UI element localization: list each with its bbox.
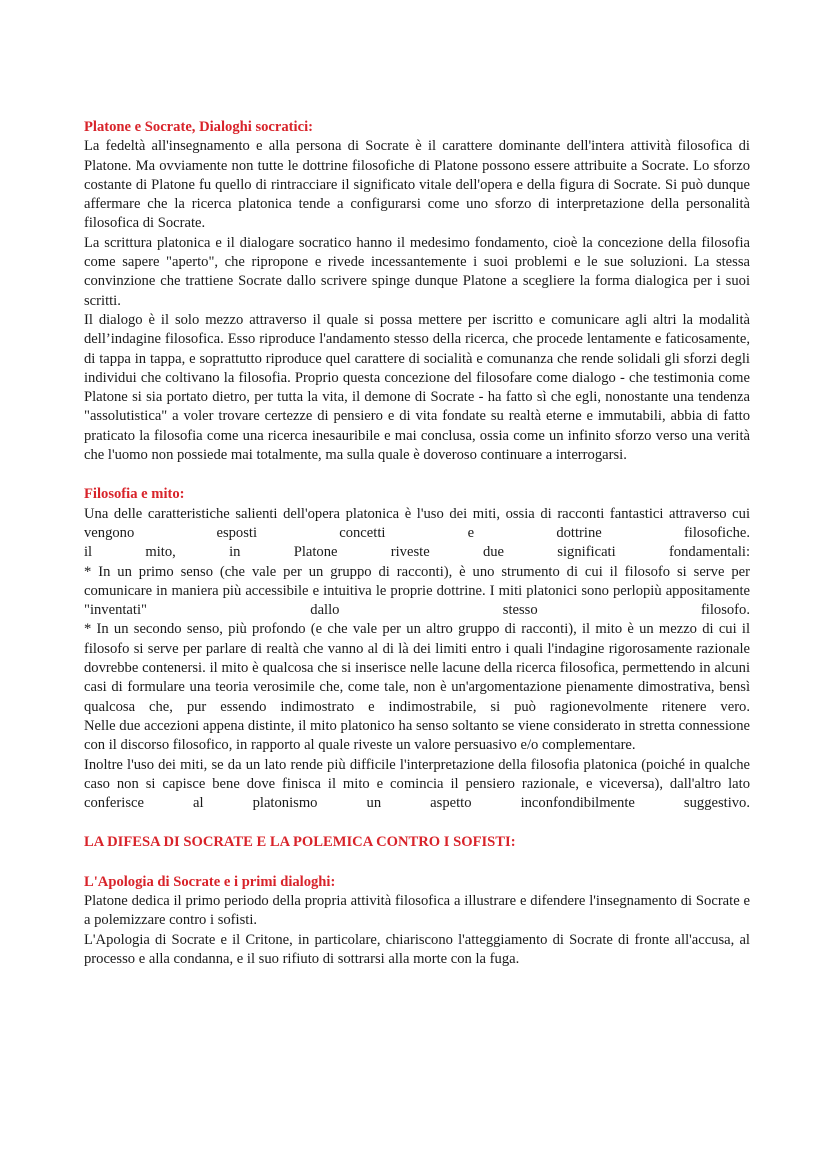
section-heading-platone-socrate: Platone e Socrate, Dialoghi socratici: — [84, 119, 313, 135]
section-heading-filosofia-mito: Filosofia e mito: — [84, 486, 185, 503]
paragraph: La scrittura platonica e il dialogare socratico hanno il medesimo fondamento, cioè la concezione della filosofia come sapere "aperto", che ripropone e rivede incessantemente i suoi problemi e le sue soluzioni. La stessa convinzione che trattiene Socrate dallo scrivere spinge dunque Platone a scegliere la forma dialogica per i suoi scritti. — [84, 234, 750, 309]
paragraph: * In un secondo senso, più profondo (e che vale per un altro gruppo di racconti), il mito è un mezzo di cui il filosofo si serve per parlare di realtà che vanno al di là dei limiti entro i quali l'indagine rigorosamente razionale dovrebbe contenersi. il mito è qualcosa che si inserisce nelle lacune della ricerca filosofica, permettendo in alcuni casi di formulare una teoria verosimile che, come tale, non è un'argomentazione pienamente dimostrativa, bensì qualcosa che, pur essendo indimostrato e indimostrabile, si può ragionevolmente ritenere vero. — [84, 621, 750, 715]
paragraph: Il dialogo è il solo mezzo attraverso il quale si possa mettere per iscritto e comunicare agli altri la modalità dell’indagine filosofica. Esso riproduce l'andamento stesso della ricerca, che procede lentamente e faticosamente, di tappa in tappa, e soprattutto riproduce quel carattere di socialità e comunanza che rende solidali gli sforzi degli individui che coltivano la filosofia. Proprio questa concezione del filosofare come dialogo - che testimonia come Platone si sia portato dietro, per tutta la vita, il demone di Socrate - ha fatto sì che egli, nonostante una tendenza "assolutistica" a voler trovare certezze di pensiero e di vita fondate su realtà eterne e immutabili, abbia di fatto praticato la filosofia come una ricerca inesauribile e mai conclusa, ossia come un infinito sforzo verso una verità che l'uomo non possiede mai totalmente, ma sulla quale è doveroso continuare a interrogarsi. — [84, 311, 750, 464]
paragraph: * In un primo senso (che vale per un gruppo di racconti), è uno strumento di cui il filosofo si serve per comunicare in maniera più accessibile e intuitiva le proprie dottrine. I miti platonici sono perlopiù appositamente "inventati" dallo stesso filosofo. — [84, 563, 750, 619]
document-page — [84, 118, 750, 969]
paragraph: Inoltre l'uso dei miti, se da un lato rende più difficile l'interpretazione della filosofia platonica (poiché in qualche caso non si capisce bene dove finisca il mito e comincia il pensiero razionale, e viceversa), dall'altro lato conferisce al platonismo un aspetto inconfondibilmente suggestivo. — [84, 756, 750, 812]
major-heading: LA DIFESA DI SOCRATE E LA POLEMICA CONTRO I SOFISTI: — [84, 834, 516, 851]
paragraph: il mito, in Platone riveste due significati fondamentali: — [84, 544, 750, 561]
paragraph: Nelle due accezioni appena distinte, il mito platonico ha senso soltanto se viene considerato in stretta connessione con il discorso filosofico, in rapporto al quale riveste un valore persuasivo e/o complementare. — [84, 717, 750, 754]
paragraph: Platone dedica il primo periodo della propria attività filosofica a illustrare e difendere l'insegnamento di Socrate e a polemizzare contro i sofisti. — [84, 892, 750, 929]
paragraph: La fedeltà all'insegnamento e alla persona di Socrate è il carattere dominante dell'intera attività filosofica di Platone. Ma ovviamente non tutte le dottrine filosofiche di Platone possono essere attribuite a Socrate. Lo sforzo costante di Platone fu quello di rintracciare il significato vitale dell'opera e della figura di Socrate. Si può dunque affermare che la ricerca platonica tende a configurarsi come uno sforzo di interpretazione della personalità filosofica di Socrate. — [84, 138, 750, 232]
paragraph: L'Apologia di Socrate e il Critone, in particolare, chiariscono l'atteggiamento di Socrate di fronte all'accusa, al processo e alla condanna, e il suo rifiuto di sottrarsi alla morte con la fuga. — [84, 931, 750, 967]
paragraph: Una delle caratteristiche salienti dell'opera platonica è l'uso dei miti, ossia di racconti fantastici attraverso cui vengono esposti concetti e dottrine filosofiche. — [84, 505, 750, 541]
section-heading-apologia: L'Apologia di Socrate e i primi dialoghi: — [84, 873, 336, 890]
